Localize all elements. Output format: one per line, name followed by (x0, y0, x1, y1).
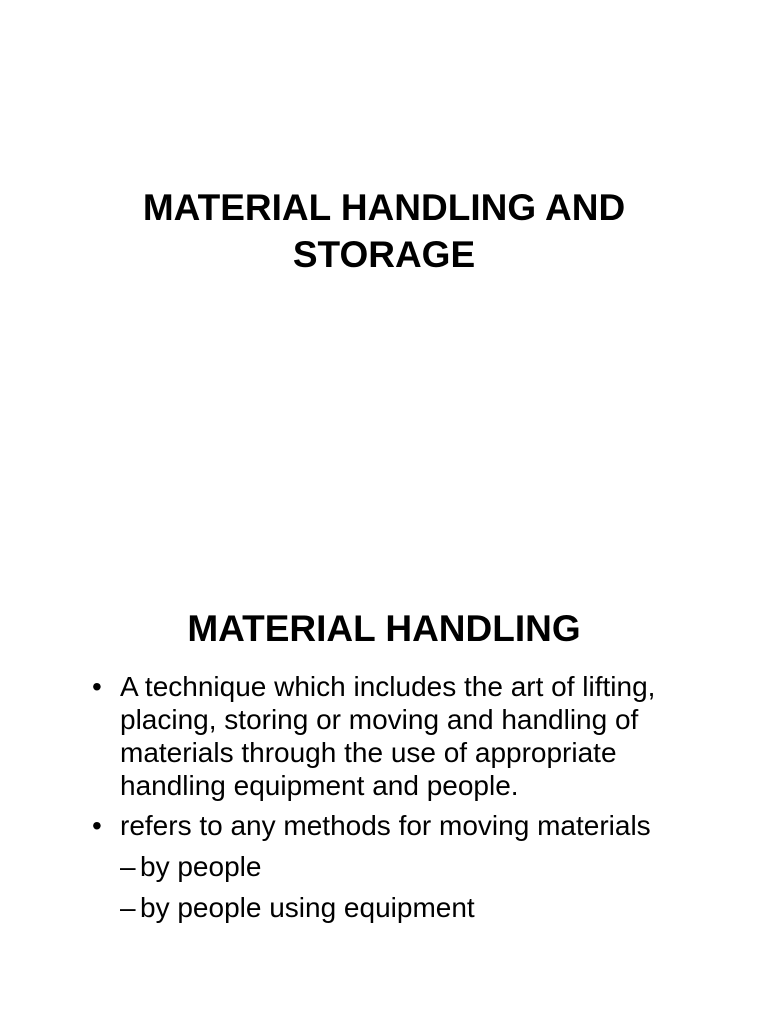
sub-bullet-marker: – (120, 851, 136, 882)
slide-heading: MATERIAL HANDLING (187, 608, 581, 649)
sub-bullet-list (120, 850, 692, 924)
sub-bullet-text: by people (140, 851, 262, 882)
slide-material-handling (0, 512, 768, 1024)
sub-bullet-marker: – (120, 892, 136, 923)
bullet-text: refers to any methods for moving materials (120, 810, 651, 841)
document-title (0, 184, 768, 278)
sub-bullet-item (120, 891, 692, 924)
bullet-marker: • (92, 671, 102, 702)
bullet-item-definition (92, 670, 692, 802)
sub-bullet-item (120, 850, 692, 883)
bullet-list (92, 670, 692, 932)
sub-bullet-text: by people using equipment (140, 892, 475, 923)
document-title-line-1: MATERIAL HANDLING AND (142, 187, 626, 228)
bullet-text: A technique which includes the art of lifting, placing, storing or moving and handling of materials through the use of appropriate handling equipment and people. (120, 671, 656, 801)
bullet-item-methods (92, 809, 692, 924)
document-title-line-2: STORAGE (292, 234, 476, 275)
bullet-marker: • (92, 810, 102, 841)
